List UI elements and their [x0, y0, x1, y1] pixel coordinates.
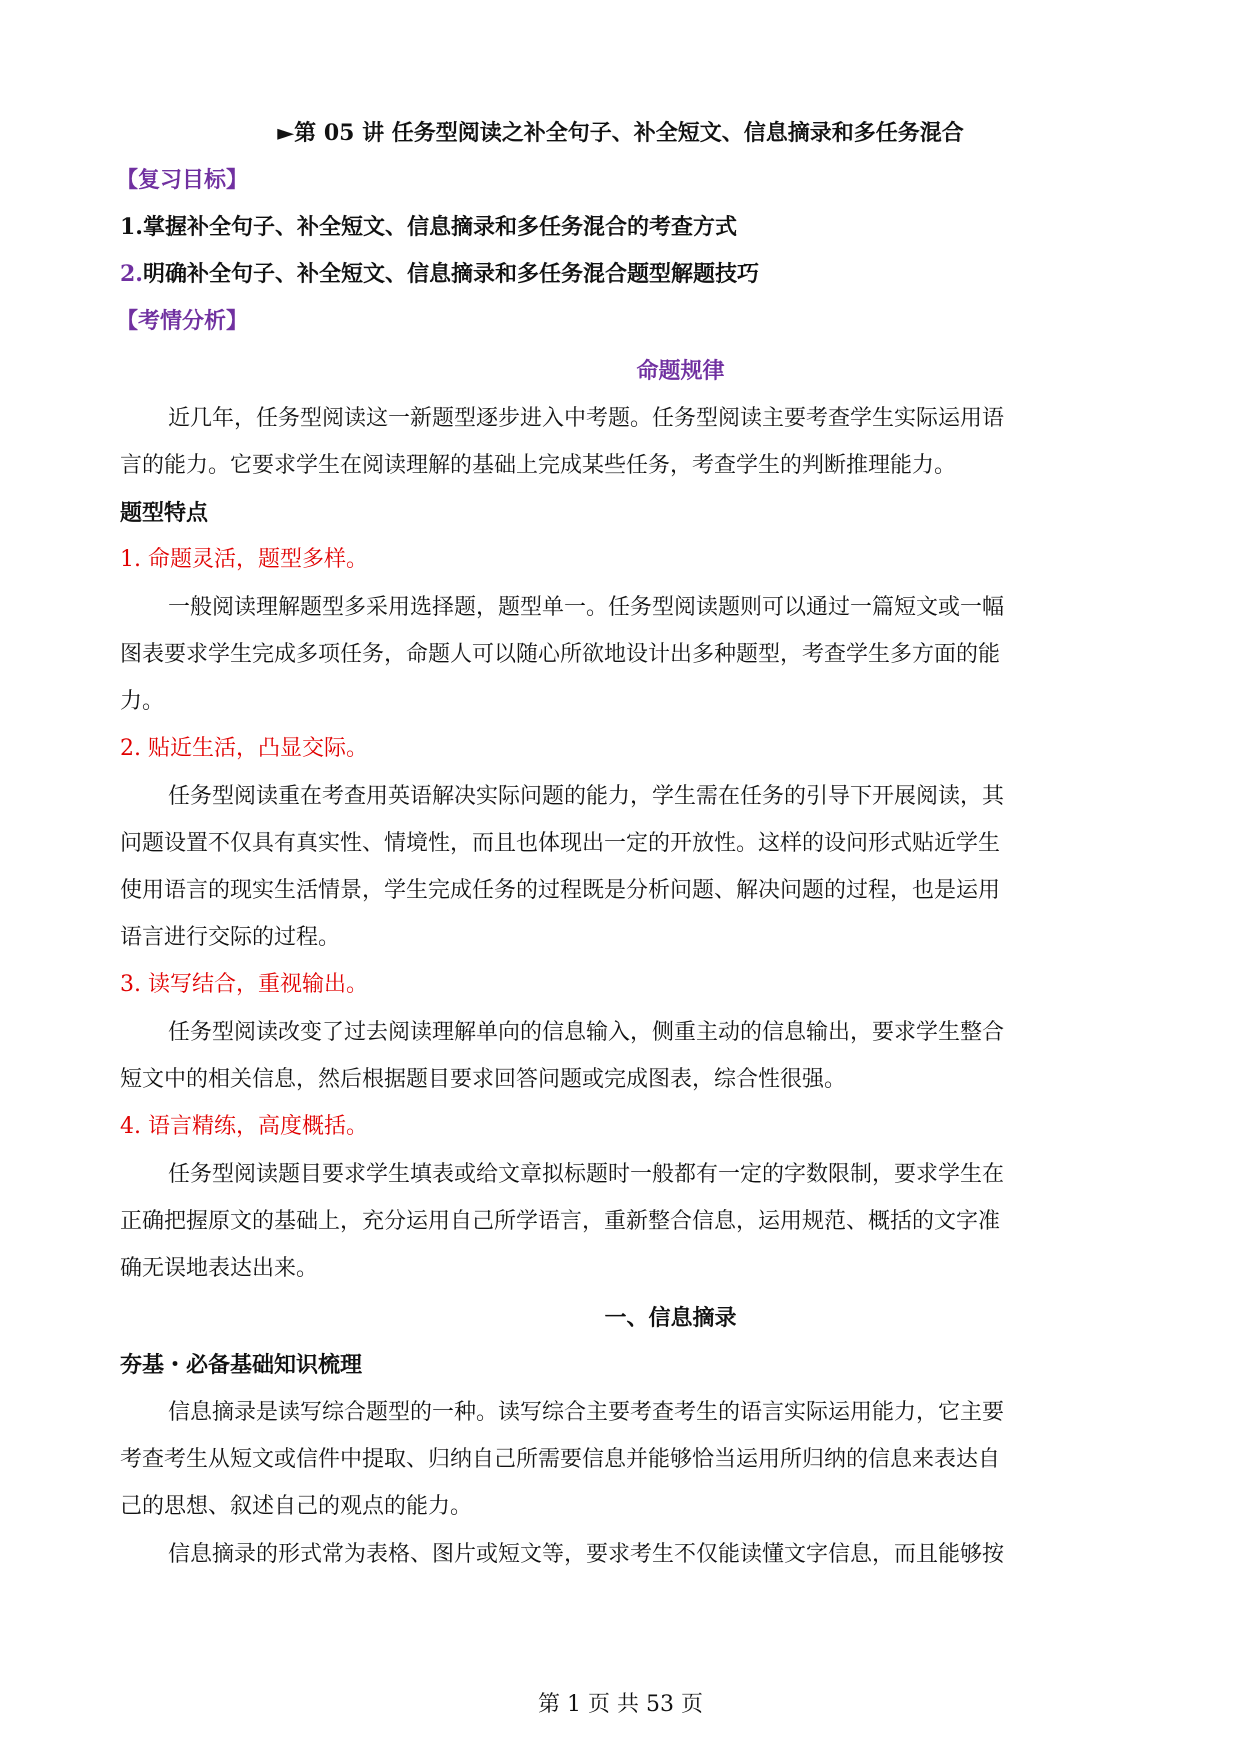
feature-heading-1: 1. 命题灵活，题型多样。 — [120, 547, 368, 572]
heading-basics: 夯基・必备基础知识梳理 — [120, 1352, 363, 1378]
paragraph-line: 图表要求学生完成多项任务，命题人可以随心所欲地设计出多种题型，考查学生多方面的能 — [120, 642, 1001, 667]
paragraph-line: 短文中的相关信息，然后根据题目要求回答问题或完成图表，综合性很强。 — [120, 1067, 847, 1092]
paragraph-line: 力。 — [120, 689, 165, 714]
heading-info-extraction: 一、信息摘录 — [604, 1305, 737, 1331]
goal-2: 2.明确补全句子、补全短文、信息摘录和多任务混合题型解题技巧 — [120, 261, 759, 287]
heading-question-features: 题型特点 — [120, 500, 209, 526]
paragraph-line: 确无误地表达出来。 — [120, 1256, 319, 1281]
paragraph-line: 任务型阅读重在考查用英语解决实际问题的能力，学生需在任务的引导下开展阅读，其 — [168, 784, 1005, 809]
paragraph-line: 近几年，任务型阅读这一新题型逐步进入中考题。任务型阅读主要考查学生实际运用语 — [168, 406, 1005, 431]
paragraph-line: 信息摘录是读写综合题型的一种。读写综合主要考查考生的语言实际运用能力，它主要 — [168, 1400, 1005, 1425]
paragraph-line: 使用语言的现实生活情景，学生完成任务的过程既是分析问题、解决问题的过程，也是运用 — [120, 878, 1001, 903]
paragraph-line: 任务型阅读题目要求学生填表或给文章拟标题时一般都有一定的字数限制，要求学生在 — [168, 1162, 1005, 1187]
subheading-proposition-rules: 命题规律 — [636, 358, 725, 384]
page-footer: 第 1 页 共 53 页 — [538, 1692, 703, 1717]
paragraph-line: 考查考生从短文或信件中提取、归纳自己所需要信息并能够恰当运用所归纳的信息来表达自 — [120, 1447, 1001, 1472]
section-exam-analysis: 【考情分析】 — [116, 308, 249, 334]
paragraph-line: 正确把握原文的基础上，充分运用自己所学语言，重新整合信息，运用规范、概括的文字准 — [120, 1209, 1001, 1234]
feature-heading-4: 4. 语言精练，高度概括。 — [120, 1114, 368, 1139]
paragraph-line: 问题设置不仅具有真实性、情境性，而且也体现出一定的开放性。这样的设问形式贴近学生 — [120, 831, 1001, 856]
feature-heading-2: 2. 贴近生活，凸显交际。 — [120, 736, 368, 761]
paragraph-line: 己的思想、叙述自己的观点的能力。 — [120, 1494, 473, 1519]
goal-1: 1.掌握补全句子、补全短文、信息摘录和多任务混合的考查方式 — [120, 214, 737, 240]
section-review-goals: 【复习目标】 — [116, 167, 249, 193]
feature-heading-3: 3. 读写结合，重视输出。 — [120, 972, 368, 997]
lecture-title: ►第 05 讲 任务型阅读之补全句子、补全短文、信息摘录和多任务混合 — [277, 120, 964, 146]
paragraph-line: 言的能力。它要求学生在阅读理解的基础上完成某些任务，考查学生的判断推理能力。 — [120, 453, 957, 478]
pointer-icon: ► — [277, 120, 295, 146]
paragraph-line: 信息摘录的形式常为表格、图片或短文等，要求考生不仅能读懂文字信息，而且能够按 — [168, 1542, 1005, 1567]
paragraph-line: 一般阅读理解题型多采用选择题，题型单一。任务型阅读题则可以通过一篇短文或一幅 — [168, 595, 1005, 620]
paragraph-line: 语言进行交际的过程。 — [120, 925, 341, 950]
paragraph-line: 任务型阅读改变了过去阅读理解单向的信息输入，侧重主动的信息输出，要求学生整合 — [168, 1020, 1005, 1045]
